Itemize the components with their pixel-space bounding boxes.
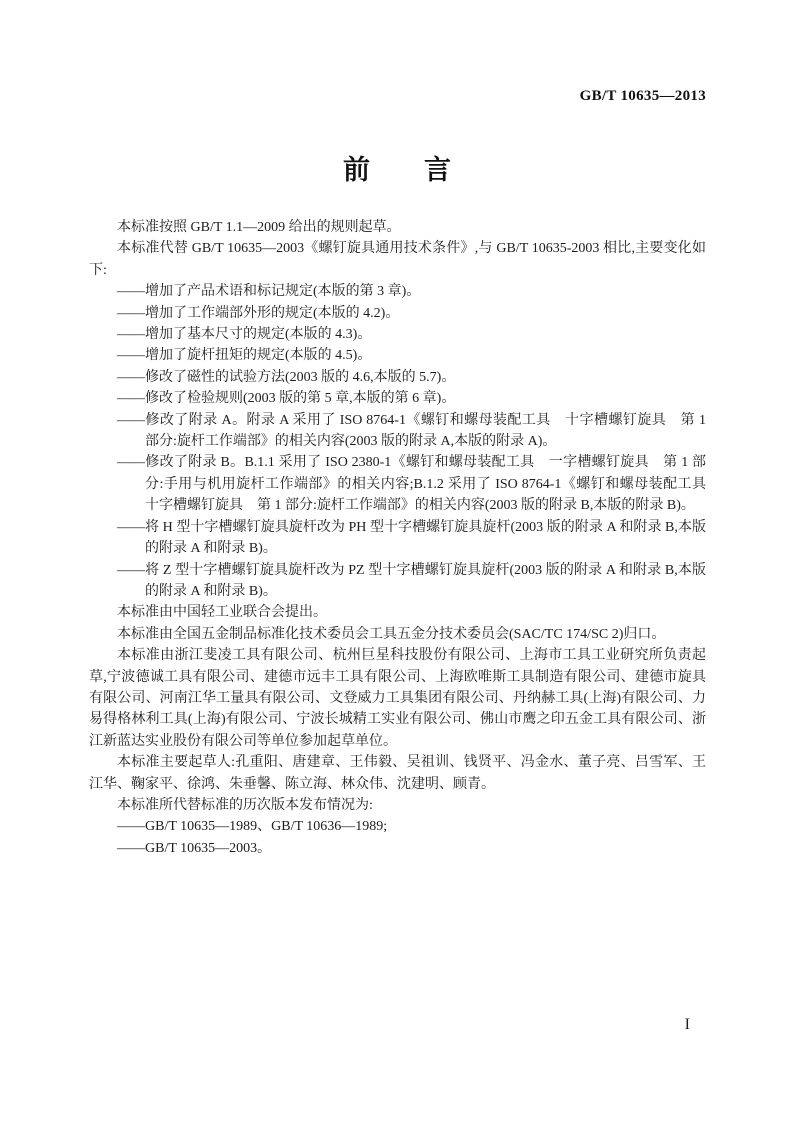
- list-item-dash: ——修改了磁性的试验方法(2003 版的 4.6,本版的 5.7)。: [117, 369, 456, 385]
- page-title: 前 言: [343, 155, 451, 186]
- body-paragraph: 本标准按照 GB/T 1.1—2009 给出的规则起草。: [117, 220, 401, 235]
- body-paragraph: 本标准由全国五金制品标准化技术委员会工具五金分技术委员会(SAC/TC 174/SC 2)归口。: [117, 626, 666, 642]
- list-item-dash: ——将 Z 型十字槽螺钉旋具旋杆改为 PZ 型十字槽螺钉旋具旋杆(2003 版的附录 A 和附录 B,本版的附录 A 和附录 B)。: [117, 562, 706, 599]
- list-item-dash: ——增加了基本尺寸的规定(本版的 4.3)。: [117, 327, 372, 343]
- doc-number-header: GB/T 10635—2013: [579, 88, 706, 104]
- body-paragraph: 本标准由中国轻工业联合会提出。: [117, 605, 327, 621]
- list-item-dash: ——增加了工作端部外形的规定(本版的 4.2)。: [117, 305, 400, 321]
- list-item-dash: ——将 H 型十字槽螺钉旋具旋杆改为 PH 型十字槽螺钉旋具旋杆(2003 版的附录 A 和附录 B,本版的附录 A 和附录 B)。: [117, 519, 706, 557]
- body-paragraph: 本标准主要起草人:孔重阳、唐建章、王伟毅、吴祖训、钱贤平、冯金水、董子亮、吕雪军、王江华、鞠家平、徐鸿、朱垂馨、陈立海、林众伟、沈建明、顾青。: [89, 755, 706, 792]
- list-item-dash: ——修改了附录 A。附录 A 采用了 ISO 8764-1《螺钉和螺母装配工具 十字槽螺钉旋具 第 1 部分:旋杆工作端部》的相关内容(2003 版的附录 A,本版的附录 A)。: [117, 412, 706, 450]
- body-paragraph: 本标准由浙江斐凌工具有限公司、杭州巨星科技股份有限公司、上海市工具工业研究所负责起草,宁波德诚工具有限公司、建德市远丰工具有限公司、上海欧唯斯工具制造有限公司、建德市旋具有限公司、河南江华工量具有限公司、文登威力工具集团有限公司、丹纳赫工具(上海)有限公司、力易得格林利工具(上海)有限公司、宁波长城精工实业有限公司、佛山市鹰之印五金工具有限公司、浙江新蓝达实业股份有限公司等单位参加起草单位。: [89, 648, 706, 749]
- document-body: [89, 217, 720, 859]
- list-item-dash: ——修改了检验规则(2003 版的第 5 章,本版的第 6 章)。: [117, 391, 456, 407]
- list-item-dash: ——增加了旋杆扭矩的规定(本版的 4.5)。: [117, 348, 372, 364]
- list-item-dash: ——GB/T 10635—1989、GB/T 10636—1989;: [117, 819, 388, 835]
- list-item-dash: ——GB/T 10635—2003。: [117, 840, 272, 856]
- body-paragraph: 本标准所代替标准的历次版本发布情况为:: [117, 797, 373, 813]
- page-number: I: [684, 1016, 690, 1033]
- body-paragraph: 本标准代替 GB/T 10635—2003《螺钉旋具通用技术条件》,与 GB/T 10635-2003 相比,主要变化如下:: [89, 241, 706, 278]
- list-item-dash: ——增加了产品术语和标记规定(本版的第 3 章)。: [117, 284, 421, 300]
- list-item-dash: ——修改了附录 B。B.1.1 采用了 ISO 2380-1《螺钉和螺母装配工具 一字槽螺钉旋具 第 1 部分:手用与机用旋杆工作端部》的相关内容;B.1.2 采用了 ISO 8764-1《螺钉和螺母装配工具 十字槽螺钉旋具 第 1 部分:旋杆工作端部》的相关内容(2003 版的附录 B,本版的附录 B)。: [117, 455, 720, 514]
